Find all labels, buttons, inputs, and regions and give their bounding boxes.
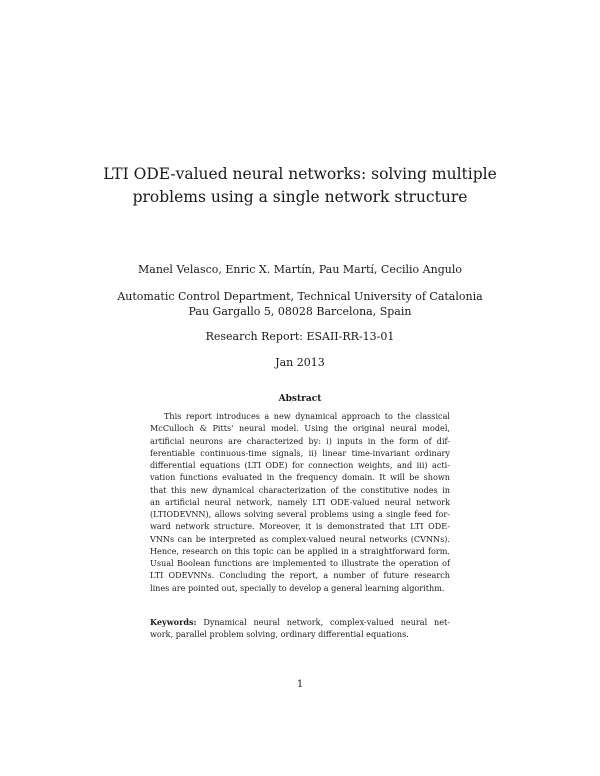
abstract-line: differential equations (LTI ODE) for connection weights, and iii) acti- xyxy=(150,460,450,470)
abstract-line: ward network structure. Moreover, it is demonstrated that LTI ODE- xyxy=(150,521,450,532)
abstract-body xyxy=(150,410,450,594)
abstract-line: lines are pointed out, specially to develop a general learning algorithm. xyxy=(150,582,445,593)
paper-title xyxy=(80,163,520,209)
publication-date: Jan 2013 xyxy=(275,356,325,369)
page-number: 1 xyxy=(296,679,304,690)
keywords-text-1: Dynamical neural network, complex-valued neural net- xyxy=(203,617,450,627)
abstract-line: vation functions evaluated in the frequency domain. It will be shown xyxy=(150,472,450,483)
title-line-1: LTI ODE-valued neural networks: solving multiple xyxy=(103,165,497,183)
keywords-line-1 xyxy=(150,616,450,628)
keywords-block xyxy=(150,616,450,641)
abstract-line: ferentiable continuous-time signals, ii) linear time-invariant ordinary xyxy=(150,447,450,458)
affiliation-line-1: Automatic Control Department, Technical University of Catalonia xyxy=(117,290,483,303)
abstract-heading: Abstract xyxy=(278,394,322,404)
abstract-line: an artificial neural network, namely LTI ODE-valued neural network xyxy=(150,496,450,507)
keywords-line-2: work, parallel problem solving, ordinary differential equations. xyxy=(150,629,409,640)
abstract-line: LTI ODEVNNs. Concluding the report, a number of future research xyxy=(150,570,450,581)
abstract-line: that this new dynamical characterization of the constitutive nodes in xyxy=(150,484,450,495)
abstract-line: artificial neurons are characterized by: i) inputs in the form of dif- xyxy=(150,435,450,446)
abstract-line: (LTIODEVNN), allows solving several problems using a single feed for- xyxy=(150,509,450,519)
abstract-line: McCulloch & Pitts' neural model. Using the original neural model, xyxy=(150,423,450,434)
title-line-2: problems using a single network structure xyxy=(132,188,468,206)
affiliation-line-2: Pau Gargallo 5, 08028 Barcelona, Spain xyxy=(188,305,412,318)
abstract-line: VNNs can be interpreted as complex-valued neural networks (CVNNs). xyxy=(150,533,450,544)
keywords-label: Keywords: xyxy=(150,617,197,627)
report-number: Research Report: ESAII-RR-13-01 xyxy=(205,330,395,343)
abstract-line: Hence, research on this topic can be applied in a straightforward form. xyxy=(150,545,450,556)
abstract-line: This report introduces a new dynamical approach to the classical xyxy=(164,411,450,421)
abstract-line: Usual Boolean functions are implemented to illustrate the operation of xyxy=(150,558,450,568)
author-list: Manel Velasco, Enric X. Martín, Pau Martí, Cecilio Angulo xyxy=(138,263,462,276)
